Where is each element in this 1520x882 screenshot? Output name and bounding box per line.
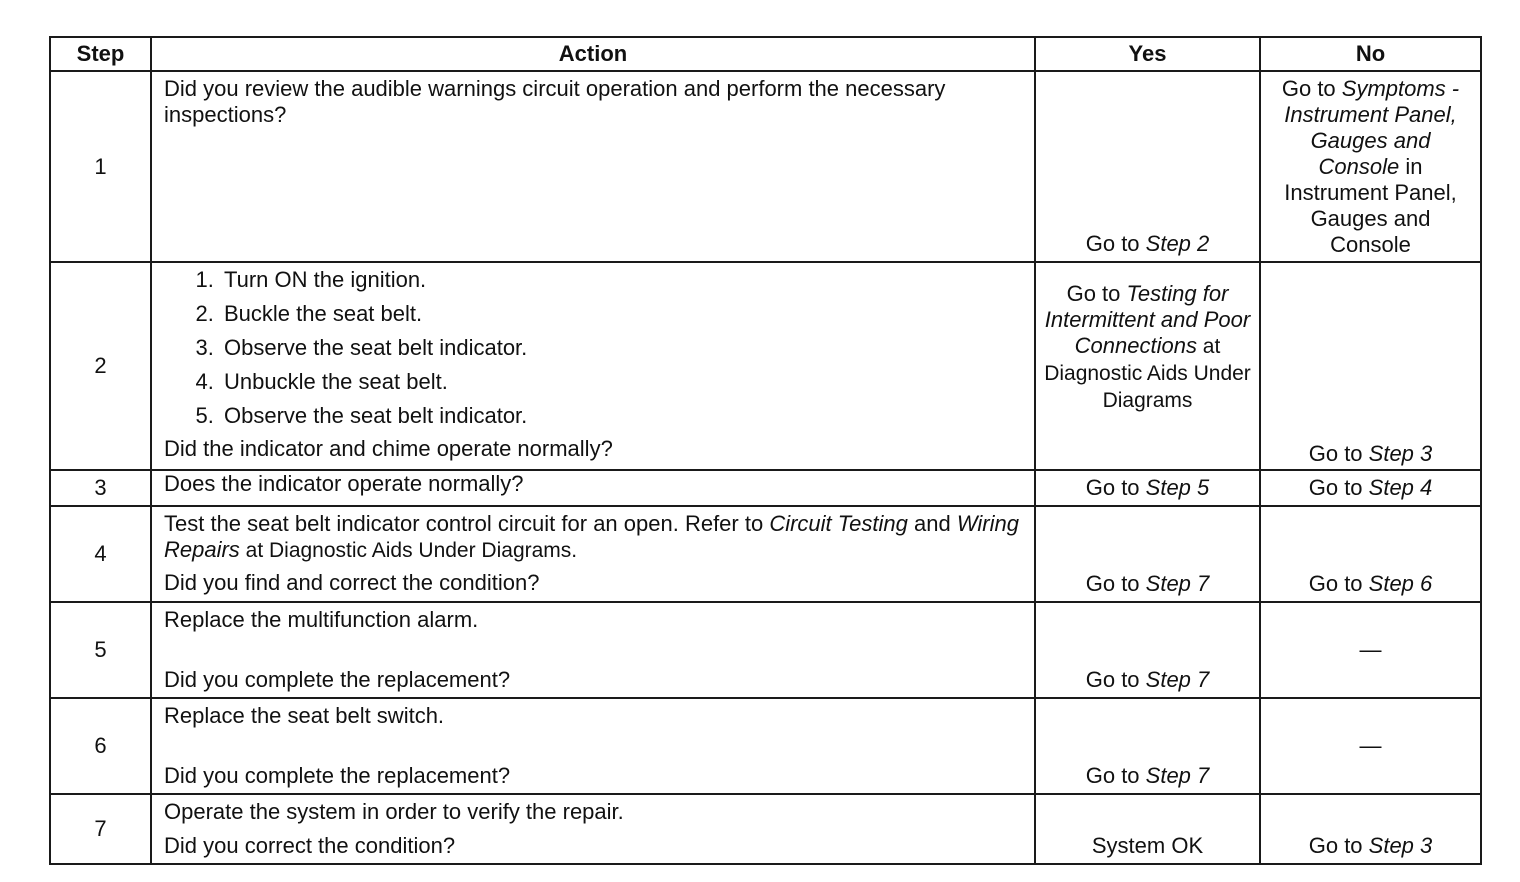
action-text-part: Test the seat belt indicator control circuit for an open. Refer to bbox=[164, 511, 770, 536]
action-step-list bbox=[164, 263, 1024, 433]
action-text-part: and bbox=[907, 511, 957, 536]
action-step-item: 4. Unbuckle the seat belt. bbox=[220, 365, 1024, 399]
action-text: Replace the seat belt switch. bbox=[164, 703, 445, 728]
no-dash: — bbox=[1359, 733, 1382, 758]
yes-prefix: Go to bbox=[1085, 475, 1146, 500]
action-text bbox=[164, 511, 1024, 564]
no-step-ref: Step 6 bbox=[1368, 571, 1433, 596]
action-cell bbox=[151, 698, 1035, 794]
ref-wiring-repairs: Wiring Repairs bbox=[164, 511, 1019, 562]
action-question: Did you correct the condition? bbox=[164, 833, 456, 858]
no-prefix: Go to bbox=[1308, 571, 1369, 596]
yes-cell bbox=[1035, 506, 1260, 602]
yes-ref-testing: Testing for Intermittent and Poor Connections bbox=[1044, 281, 1251, 358]
yes-cell bbox=[1035, 794, 1260, 864]
action-step-item: 1. Turn ON the ignition. bbox=[220, 263, 1024, 297]
step-number: 1 bbox=[50, 71, 151, 262]
action-question: Does the indicator operate normally? bbox=[164, 471, 524, 496]
col-header-no: No bbox=[1260, 37, 1481, 71]
no-cell bbox=[1260, 602, 1481, 698]
no-step-ref: Step 4 bbox=[1368, 475, 1433, 500]
no-cell bbox=[1260, 698, 1481, 794]
yes-prefix: Go to bbox=[1085, 763, 1146, 788]
yes-prefix: Go to bbox=[1085, 231, 1146, 256]
step-number: 4 bbox=[50, 506, 151, 602]
yes-cell bbox=[1035, 470, 1260, 506]
no-ref-symptoms: Symptoms - Instrument Panel, Gauges and Console bbox=[1284, 76, 1460, 179]
action-text: Operate the system in order to verify the repair. bbox=[164, 799, 624, 824]
no-cell bbox=[1260, 262, 1481, 470]
action-question: Did you complete the replacement? bbox=[164, 667, 511, 692]
action-cell bbox=[151, 602, 1035, 698]
no-prefix: Go to bbox=[1281, 76, 1342, 101]
no-cell bbox=[1260, 506, 1481, 602]
table-row bbox=[50, 506, 1481, 602]
no-cell bbox=[1260, 470, 1481, 506]
table-row bbox=[50, 698, 1481, 794]
action-question: Did you review the audible warnings circuit operation and perform the necessary inspections? bbox=[164, 76, 946, 127]
no-suffix: in Instrument Panel, Gauges and Console bbox=[1284, 154, 1457, 257]
no-prefix: Go to bbox=[1308, 475, 1369, 500]
yes-prefix: Go to bbox=[1085, 667, 1146, 692]
yes-prefix: Go to bbox=[1085, 571, 1146, 596]
yes-cell bbox=[1035, 698, 1260, 794]
yes-step-ref: Step 7 bbox=[1145, 571, 1210, 596]
yes-step-ref: Step 5 bbox=[1145, 475, 1210, 500]
table-row bbox=[50, 470, 1481, 506]
action-cell bbox=[151, 470, 1035, 506]
no-cell bbox=[1260, 794, 1481, 864]
yes-suffix: at Diagnostic Aids Under Diagrams bbox=[1044, 335, 1251, 412]
action-text: Replace the multifunction alarm. bbox=[164, 607, 479, 632]
step-number: 5 bbox=[50, 602, 151, 698]
action-question: Did the indicator and chime operate normally? bbox=[164, 436, 613, 461]
yes-prefix: Go to bbox=[1066, 281, 1127, 306]
action-step-item: 3. Observe the seat belt indicator. bbox=[220, 331, 1024, 365]
no-dash: — bbox=[1359, 637, 1382, 662]
yes-system-ok: System OK bbox=[1091, 833, 1204, 858]
yes-step-ref: Step 2 bbox=[1145, 231, 1210, 256]
table-row bbox=[50, 794, 1481, 864]
col-header-step: Step bbox=[50, 37, 151, 71]
col-header-action: Action bbox=[151, 37, 1035, 71]
no-prefix: Go to bbox=[1308, 441, 1369, 466]
action-step-item: 2. Buckle the seat belt. bbox=[220, 297, 1024, 331]
action-cell bbox=[151, 262, 1035, 470]
yes-cell bbox=[1035, 262, 1260, 470]
no-cell bbox=[1260, 71, 1481, 262]
action-cell bbox=[151, 506, 1035, 602]
no-step-ref: Step 3 bbox=[1368, 833, 1433, 858]
diagnostic-table bbox=[49, 36, 1482, 865]
yes-step-ref: Step 7 bbox=[1145, 763, 1210, 788]
col-header-yes: Yes bbox=[1035, 37, 1260, 71]
yes-cell bbox=[1035, 71, 1260, 262]
no-step-ref: Step 3 bbox=[1368, 441, 1433, 466]
action-cell bbox=[151, 794, 1035, 864]
step-number: 6 bbox=[50, 698, 151, 794]
action-question: Did you find and correct the condition? bbox=[164, 570, 540, 595]
step-number: 7 bbox=[50, 794, 151, 864]
yes-step-ref: Step 7 bbox=[1145, 667, 1210, 692]
action-text-part: at Diagnostic Aids Under Diagrams. bbox=[239, 539, 578, 562]
table-row bbox=[50, 262, 1481, 470]
table-row bbox=[50, 602, 1481, 698]
table-row bbox=[50, 71, 1481, 262]
step-number: 2 bbox=[50, 262, 151, 470]
action-question: Did you complete the replacement? bbox=[164, 763, 511, 788]
step-number: 3 bbox=[50, 470, 151, 506]
header-row bbox=[50, 37, 1481, 71]
action-cell bbox=[151, 71, 1035, 262]
yes-cell bbox=[1035, 602, 1260, 698]
no-prefix: Go to bbox=[1308, 833, 1369, 858]
action-step-item: 5. Observe the seat belt indicator. bbox=[220, 399, 1024, 433]
ref-circuit-testing: Circuit Testing bbox=[769, 511, 908, 536]
